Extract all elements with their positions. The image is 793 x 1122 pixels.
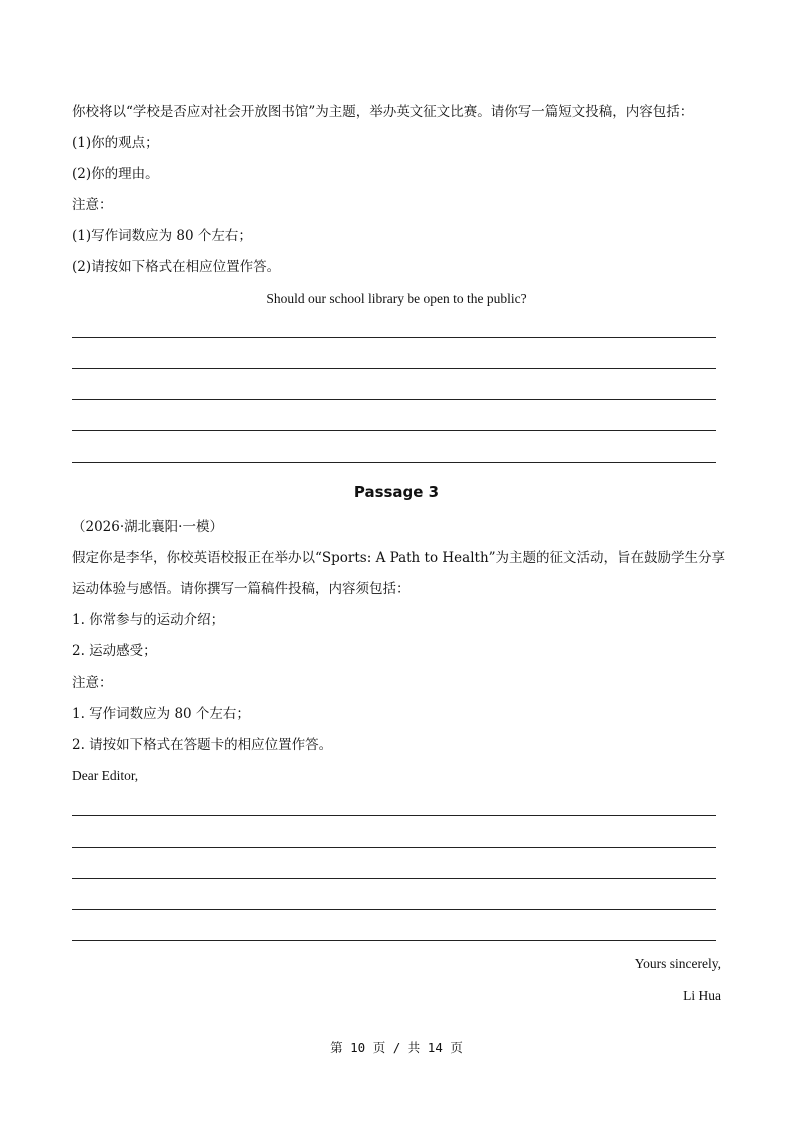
answer-line	[72, 399, 716, 400]
p2-instruction-line-1: 你校将以“学校是否应对社会开放图书馆”为主题，举办英文征文比赛。请你写一篇短文投稿，内容包括：	[72, 104, 694, 120]
answer-line	[72, 847, 716, 848]
p3-instruction-line-6: 1. 写作词数应为 80 个左右；	[72, 706, 250, 722]
answer-line	[72, 368, 716, 369]
p2-instruction-line-5: (1)写作词数应为 80 个左右；	[72, 228, 252, 244]
signature: Li Hua	[683, 988, 721, 1003]
closing: Yours sincerely,	[634, 956, 721, 971]
essay-title: Should our school library be open to the public?	[266, 291, 527, 306]
answer-line	[72, 909, 716, 910]
answer-line	[72, 815, 716, 816]
p2-instruction-line-3: (2)你的理由。	[72, 166, 159, 182]
p3-instruction-line-2: 运动体验与感悟。请你撰写一篇稿件投稿，内容须包括：	[72, 581, 410, 597]
p3-instruction-line-1: 假定你是李华，你校英语校报正在举办以“Sports: A Path to Health”为主题的征文活动，旨在鼓励学生分享	[72, 550, 726, 566]
p3-instruction-line-3: 1. 你常参与的运动介绍；	[72, 612, 225, 628]
passage-title: Passage 3	[353, 483, 440, 501]
p3-instruction-line-4: 2. 运动感受；	[72, 643, 157, 659]
salutation: Dear Editor,	[72, 768, 139, 783]
p2-instruction-line-4: 注意：	[72, 197, 113, 213]
p3-instruction-line-7: 2. 请按如下格式在答题卡的相应位置作答。	[72, 737, 333, 753]
page-number: 第 10 页 / 共 14 页	[330, 1040, 463, 1055]
p2-instruction-line-2: (1)你的观点；	[72, 135, 159, 151]
answer-line	[72, 878, 716, 879]
p3-instruction-line-5: 注意：	[72, 675, 113, 691]
answer-line	[72, 337, 716, 338]
p2-instruction-line-6: (2)请按如下格式在相应位置作答。	[72, 259, 281, 275]
answer-line	[72, 940, 716, 941]
answer-line	[72, 430, 716, 431]
answer-line	[72, 462, 716, 463]
passage-source: （2026·湖北襄阳·一模）	[72, 519, 223, 535]
